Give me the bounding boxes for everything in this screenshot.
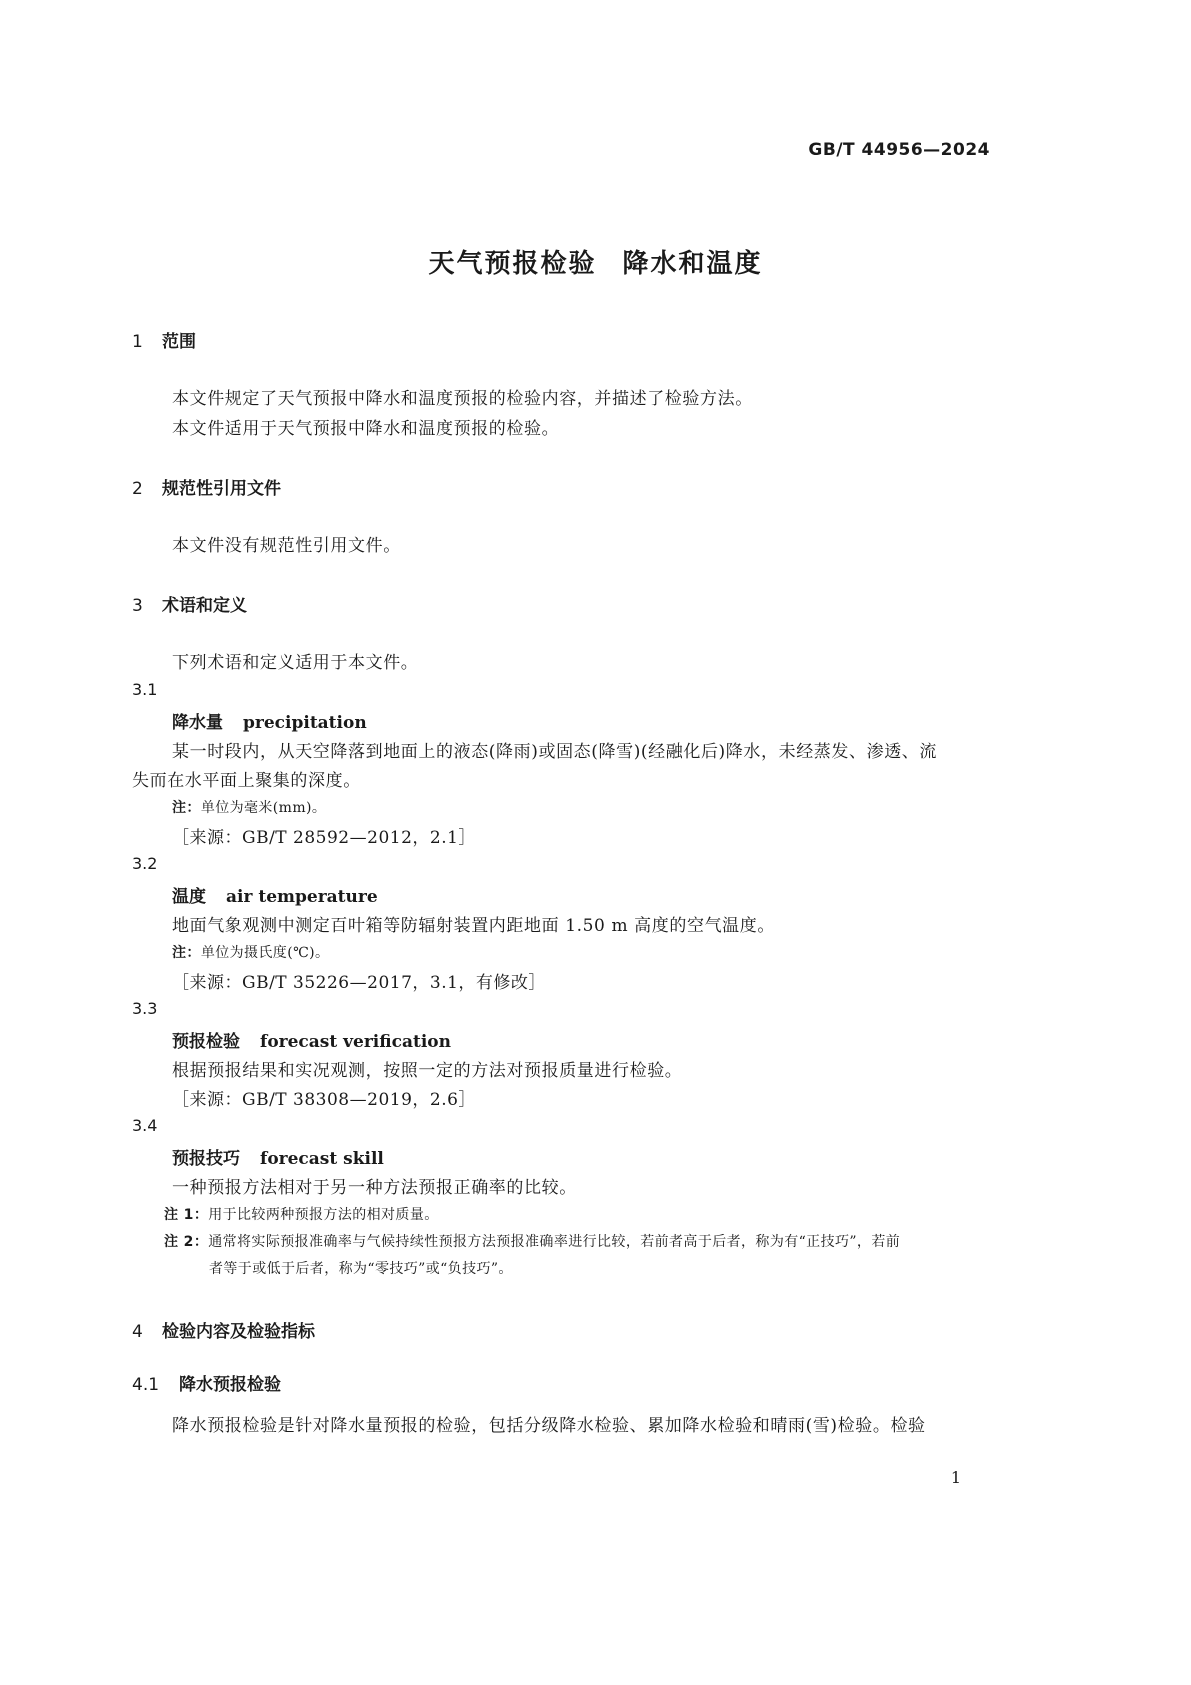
note-text: 单位为摄氏度(℃)。: [200, 945, 330, 961]
note-label: 注 1：: [164, 1207, 209, 1223]
term-en: forecast skill: [260, 1149, 384, 1169]
term-zh: 降水量: [172, 713, 223, 733]
section-number: 4.1: [132, 1375, 160, 1395]
term-3-2-name: [172, 882, 378, 907]
note-label: 注 2：: [164, 1234, 209, 1250]
term-3-4-definition: 一种预报方法相对于另一种方法预报正确率的比较。: [172, 1178, 577, 1198]
section-3-heading: [132, 591, 247, 616]
term-3-4-name: [172, 1144, 384, 1169]
note-text: 单位为毫米(mm)。: [200, 800, 327, 816]
section-title: 检验内容及检验指标: [162, 1322, 315, 1342]
term-zh: 预报检验: [172, 1032, 240, 1052]
note-label: 注：: [172, 800, 201, 816]
term-3-4-note-2: [164, 1231, 900, 1251]
term-3-2-source: ［来源：GB/T 35226—2017，3.1，有修改］: [172, 973, 546, 993]
note-label: 注：: [172, 945, 201, 961]
term-3-1-definition-line-1: 某一时段内，从天空降落到地面上的液态(降雨)或固态(降雪)(经融化后)降水，未经蒸发、渗透、流: [172, 742, 937, 762]
standard-number: GB/T 44956—2024: [808, 140, 990, 160]
term-3-4-number: 3.4: [132, 1116, 158, 1135]
term-zh: 温度: [172, 887, 206, 907]
term-3-2-number: 3.2: [132, 854, 158, 873]
section-4-1-para-1: 降水预报检验是针对降水量预报的检验，包括分级降水检验、累加降水检验和晴雨(雪)检验。检验: [172, 1416, 926, 1436]
section-4-1-heading: [132, 1370, 281, 1395]
term-en: air temperature: [226, 887, 378, 907]
term-3-3-number: 3.3: [132, 999, 158, 1018]
term-zh: 预报技巧: [172, 1149, 240, 1169]
term-3-1-number: 3.1: [132, 680, 158, 699]
section-title: 范围: [162, 332, 196, 352]
section-title: 术语和定义: [162, 596, 247, 616]
term-3-1-note: [172, 797, 326, 817]
section-title: 规范性引用文件: [162, 479, 281, 499]
section-2-heading: [132, 474, 281, 499]
term-3-4-note-2-continued: 者等于或低于后者，称为“零技巧”或“负技巧”。: [209, 1261, 513, 1277]
section-number: 3: [132, 596, 143, 616]
section-4-heading: [132, 1317, 315, 1342]
term-en: forecast verification: [260, 1032, 451, 1052]
section-3-intro: 下列术语和定义适用于本文件。: [172, 653, 419, 673]
section-1-heading: [132, 327, 196, 352]
note-text: 用于比较两种预报方法的相对质量。: [208, 1207, 439, 1223]
note-text: 通常将实际预报准确率与气候持续性预报方法预报准确率进行比较，若前者高于后者，称为有“正技巧”，若前: [208, 1234, 901, 1250]
document-title: [0, 243, 1191, 280]
section-1-para-1: 本文件规定了天气预报中降水和温度预报的检验内容，并描述了检验方法。: [172, 389, 753, 409]
page-number: 1: [950, 1468, 961, 1487]
term-3-1-source: ［来源：GB/T 28592—2012，2.1］: [172, 828, 476, 848]
section-title: 降水预报检验: [179, 1375, 281, 1395]
term-3-3-name: [172, 1027, 451, 1052]
section-2-para-1: 本文件没有规范性引用文件。: [172, 536, 401, 556]
term-3-2-definition: 地面气象观测中测定百叶箱等防辐射装置内距地面 1.50 m 高度的空气温度。: [172, 916, 775, 936]
term-3-2-note: [172, 942, 329, 962]
section-number: 4: [132, 1322, 143, 1342]
term-3-3-source: ［来源：GB/T 38308—2019，2.6］: [172, 1090, 476, 1110]
section-number: 1: [132, 332, 143, 352]
title-part2: 降水和温度: [622, 249, 763, 279]
term-en: precipitation: [243, 713, 367, 733]
term-3-1-definition-line-2: 失而在水平面上聚集的深度。: [132, 771, 361, 791]
section-number: 2: [132, 479, 143, 499]
term-3-1-name: [172, 708, 367, 733]
section-1-para-2: 本文件适用于天气预报中降水和温度预报的检验。: [172, 419, 560, 439]
term-3-3-definition: 根据预报结果和实况观测，按照一定的方法对预报质量进行检验。: [172, 1061, 683, 1081]
term-3-4-note-1: [164, 1204, 439, 1224]
title-part1: 天气预报检验: [428, 249, 597, 279]
